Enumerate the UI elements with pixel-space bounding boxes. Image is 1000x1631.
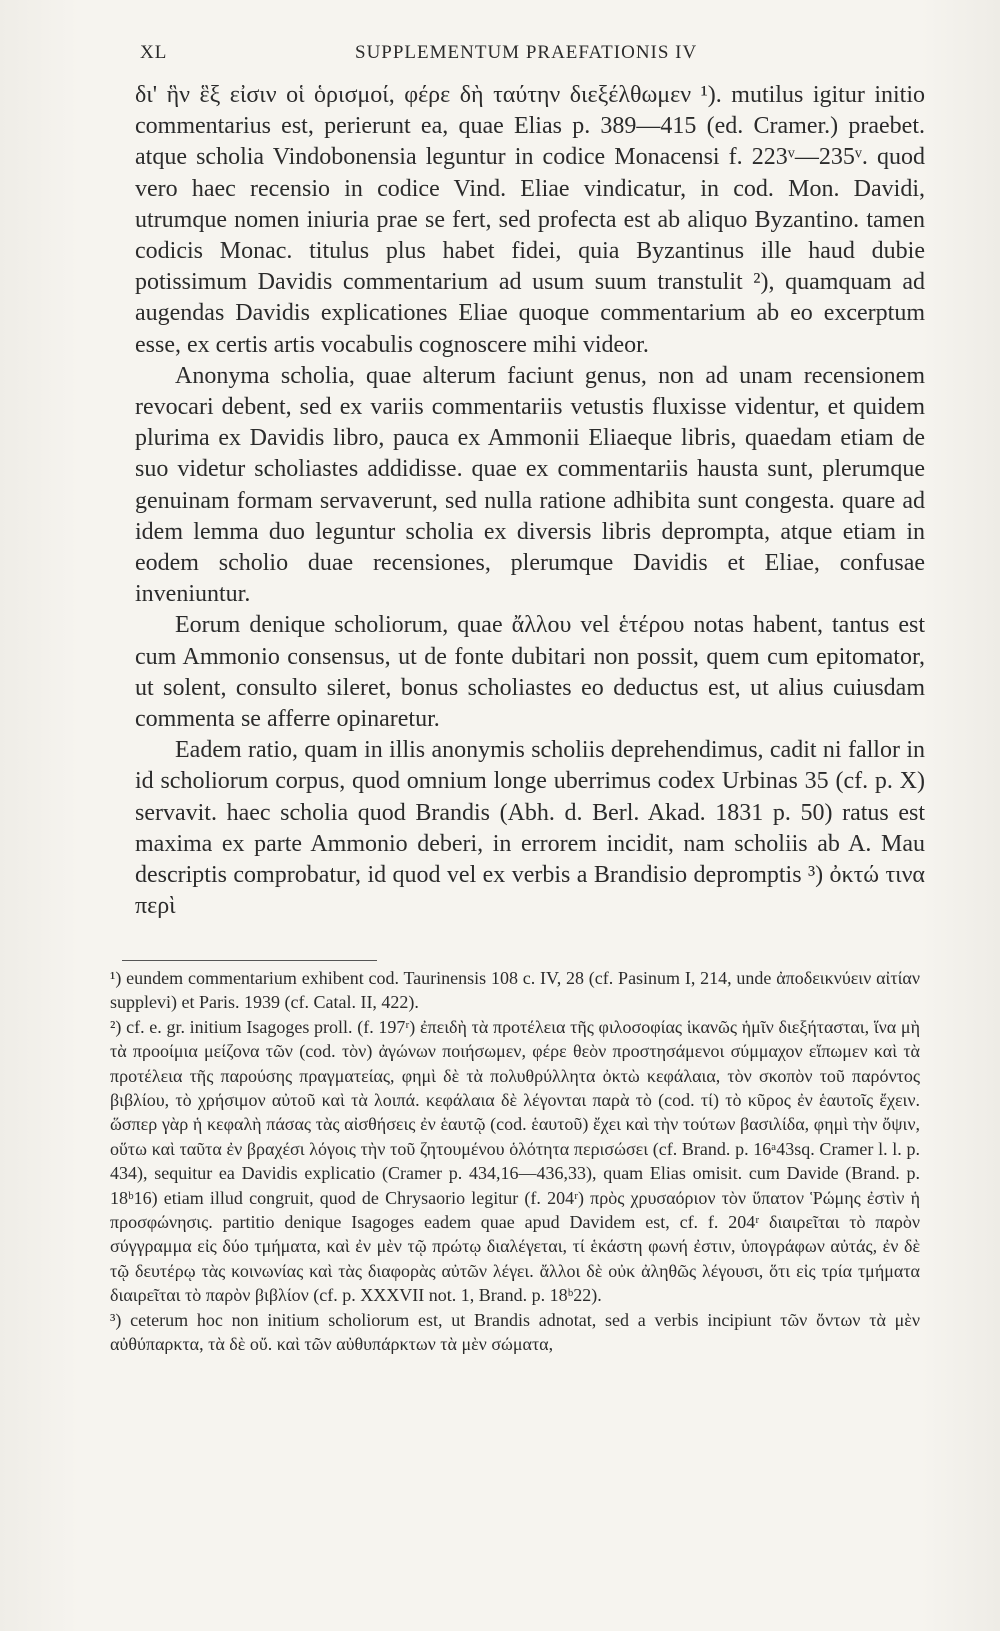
footnote: ¹) eundem commentarium exhibent cod. Taurinensis 108 c. IV, 28 (cf. Pasinum I, 214, unde ἀποδεικνύειν αἰτίαν supplevi) et Paris. 1939 (cf. Catal. II, 422). xyxy=(110,968,920,1013)
page-header xyxy=(140,42,922,70)
footnote: ³) ceterum hoc non initium scholiorum est, ut Brandis adnotat, sed a verbis incipiunt τῶν ὄντων τὰ μὲν αὐθύπαρκτα, τὰ δὲ οὔ. καὶ τῶν αὐθυπάρκτων τὰ μὲν σώματα, xyxy=(110,1309,920,1355)
footnotes xyxy=(110,966,920,1357)
paragraph: Eadem ratio, quam in illis anonymis scholiis deprehendimus, cadit ni fallor in id scholiorum corpus, quod omnium longe uberrimus codex Urbinas 35 (cf. p. X) servavit. haec scholia quod Brandis (Abh. d. Berl. Akad. 1831 p. 50) ratus est maxima ex parte Ammonio deberi, in errorem incidit, nam scholiis ab A. Mau descriptis comprobatur, id quod vel ex verbis a Brandisio depromptis ³) ὀκτώ τινα περὶ xyxy=(135,737,925,920)
running-title: SUPPLEMENTUM PRAEFATIONIS IV xyxy=(355,42,698,63)
paragraph: Anonyma scholia, quae alterum faciunt genus, non ad unam recensionem revocari debent, sed ex variis commentariis vetustis fluxisse videntur, et quidem plurima ex Davidis libro, pauca ex Ammonii Eliaeque libris, quaedam etiam de suo videtur scholiastes addidisse. quae ex commentariis hausta sunt, plerumque genuinam formam servaverunt, sed nulla ratione adhibita sunt congesta. quare ad idem lemma duo leguntur scholia ex diversis libris deprompta, atque etiam in eodem scholio duae recensiones, plerumque Davidis et Eliae, confusae inveniuntur. xyxy=(135,362,925,608)
footnote-divider xyxy=(122,960,377,961)
page-number: XL xyxy=(140,42,168,63)
main-text xyxy=(135,80,925,922)
paragraph: δι' ἣν ἓξ εἰσιν οἱ ὁρισμοί, φέρε δὴ ταύτην διεξέλθωμεν ¹). mutilus igitur initio commentarius est, perierunt ea, quae Elias p. 389—415 (ed. Cramer.) praebet. atque scholia Vindobonensia leguntur in codice Monacensi f. 223ᵛ—235ᵛ. quod vero haec recensio in codice Vind. Eliae vindicatur, in cod. Mon. Davidi, utrumque nomen iniuria prae se fert, sed profecta est ab aliquo Byzantino. tamen codicis Monac. titulus plus habet fidei, quia Byzantinus ille haud dubie potissimum Davidis commentarium ad usum suum transtulit ²), quamquam ad augendas Davidis explicationes Eliae quoque commentarium ab eo excerptum esse, ex certis artis vocabulis cognoscere mihi videor. xyxy=(135,82,925,358)
footnote: ²) cf. e. gr. initium Isagoges proll. (f. 197ʳ) ἐπειδὴ τὰ προτέλεια τῆς φιλοσοφίας ἱκανῶς ἡμῖν διεξήτασται, ἵνα μὴ τὰ προοίμια μείζονα τῶν (cod. τὸν) ἀγώνων ποιήσωμεν, φέρε θεὸν προστησάμενοι σύμμαχον εἴπωμεν καὶ τὰ προτέλεια τῆς παρούσης πραγματείας, φημὶ δὲ τὰ πολυθρύλλητα ὀκτὼ κεφάλαια, τὸν σκοπὸν τοῦ παρόντος βιβλίου, τὸ χρήσιμον αὐτοῦ καὶ τὰ λοιπά. κεφάλαια δὲ λέγονται παρὰ τὸ (cod. τί) τὸ κῦρος ἐν ἑαυτοῖς ἔχειν. ὥσπερ γὰρ ἡ κεφαλὴ πάσας τὰς αἰσθήσεις ἐν ἑαυτῷ (cod. ἑαυτοῦ) ἔχει καὶ τὴν τούτων βασιλίδα, φημὶ τὴν ὄψιν, οὕτω καὶ ταῦτα ἐν βραχέσι λόγοις τὴν τοῦ ζητουμένου ὁλότητα περισώσει (cf. Brand. p. 16ᵃ43sq. Cramer l. l. p. 434), sequitur ea Davidis explicatio (Cramer p. 434,16—436,33), quam Elias omisit. cum Davide (Brand. p. 18ᵇ16) etiam illud congruit, quod de Chrysaorio legitur (f. 204ʳ) πρὸς χρυσαόριον τὸν ὕπατον Ῥώμης ἐστὶν ἡ προσφώνησις. partitio denique Isagoges eadem quae apud Davidem est, cf. f. 204ʳ διαιρεῖται τὸ παρὸν σύγγραμμα εἰς δύο τμήματα, καὶ ἐν μὲν τῷ πρώτῳ διαλέγεται, τί ἑκάστη φωνή ἐστιν, ὑπογράφων αὐτάς, ἐν δὲ τῷ δευτέρῳ τὰς κοινωνίας καὶ τὰς διαφορὰς αὐτῶν λέγει. ἄλλοι δὲ οὐκ ἀληθῶς λέγουσι, ὅτι εἰς τρία τμήματα διαιρεῖται τὸ παρὸν βιβλίον (cf. p. XXXVII not. 1, Brand. p. 18ᵇ22). xyxy=(110,1016,920,1306)
paragraph: Eorum denique scholiorum, quae ἄλλου vel ἑτέρου notas habent, tantus est cum Ammonio consensus, ut de fonte dubitari non possit, quem cum epitomator, ut solent, consulto sileret, bonus scholiastes eo deductus est, ut alius cuiusdam commenta se afferre opinaretur. xyxy=(135,612,925,733)
